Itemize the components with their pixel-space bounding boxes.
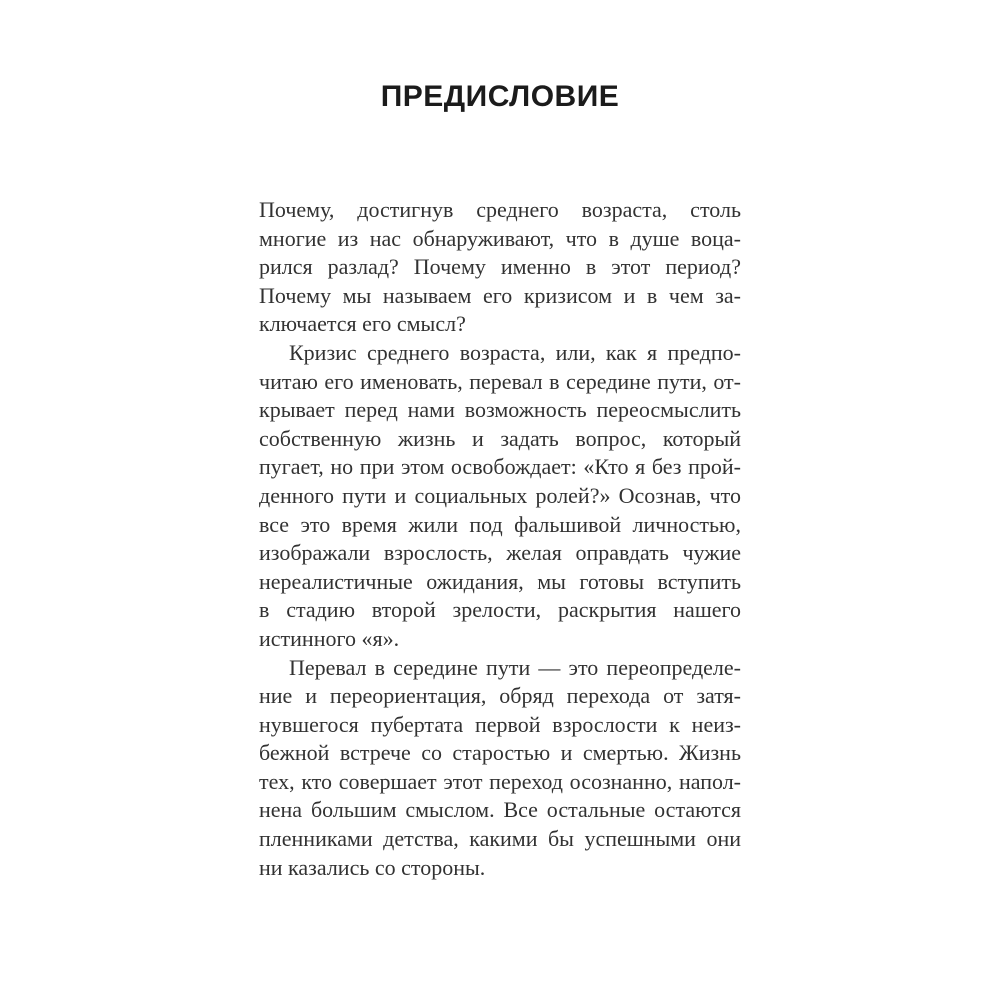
text-line: Почему, достигнув среднего возраста, столь: [259, 197, 741, 222]
text-line: бежной встрече со старостью и смертью. Жизнь: [259, 740, 741, 766]
text-line: Кризис среднего возраста, или, как я предпо-: [289, 339, 741, 365]
text-line: нувшегося пубертата первой взрослости к неиз-: [259, 711, 741, 737]
text-line: нереалистичные ожидания, мы готовы вступить: [259, 568, 741, 594]
text-line: пугает, но при этом освобождает: «Кто я без прой-: [259, 454, 741, 480]
book-page: [0, 82, 1000, 1000]
text-line: пленниками детства, какими бы успешными они: [259, 826, 741, 852]
text-line: многие из нас обнаруживают, что в душе воца-: [259, 225, 741, 251]
text-line: крывает перед нами возможность переосмыслить: [259, 397, 741, 423]
text-line: читаю его именовать, перевал в середине пути, от-: [259, 368, 741, 394]
chapter-title: ПРЕДИСЛОВИЕ: [380, 80, 620, 113]
text-line: денного пути и социальных ролей?» Осознав, что: [259, 482, 741, 508]
text-line: истинного «я».: [259, 625, 400, 651]
text-line: Почему мы называем его кризисом и в чем за-: [259, 282, 741, 308]
text-line: тех, кто совершает этот переход осознанно, напол-: [259, 768, 741, 794]
text-column: [259, 196, 741, 882]
text-line: изображали взрослость, желая оправдать чужие: [259, 540, 741, 566]
text-line: ни казались со стороны.: [259, 854, 486, 880]
text-line: в стадию второй зрелости, раскрытия нашего: [259, 597, 741, 623]
text-line: нена большим смыслом. Все остальные остаются: [259, 797, 741, 823]
text-line: собственную жизнь и задать вопрос, который: [259, 425, 741, 451]
text-line: рился разлад? Почему именно в этот период?: [259, 254, 741, 280]
text-line: ключается его смысл?: [259, 311, 466, 337]
text-line: ние и переориентация, обряд перехода от затя-: [259, 683, 741, 709]
text-line: Перевал в середине пути — это переопределе-: [289, 654, 741, 680]
text-line: все это время жили под фальшивой личностью,: [259, 511, 741, 537]
